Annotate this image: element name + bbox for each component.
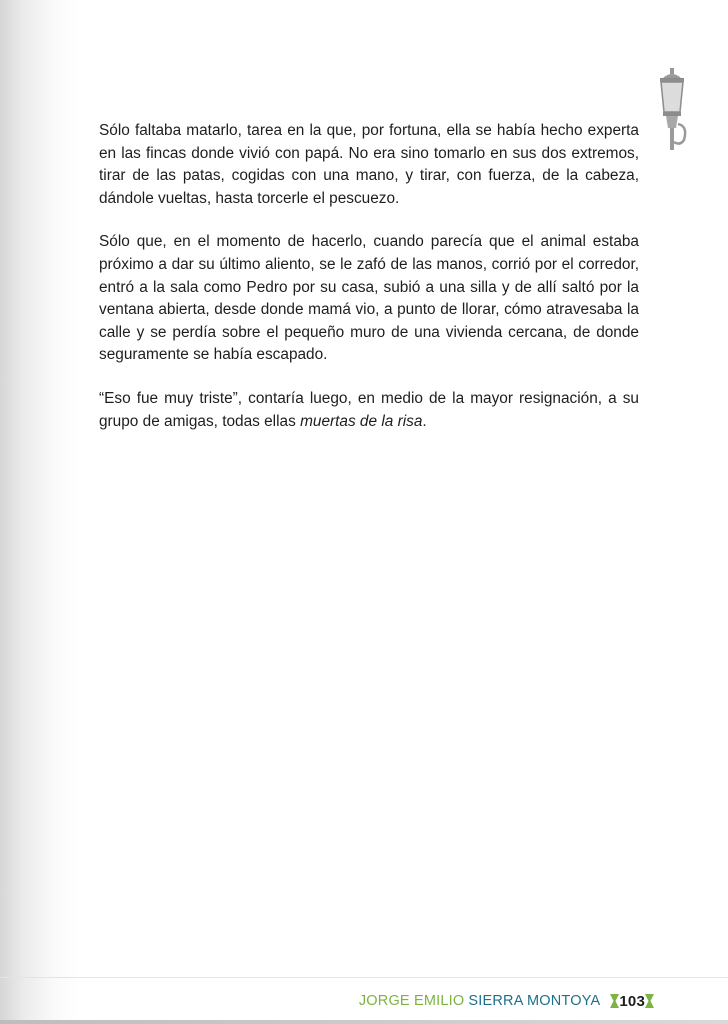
author-last-name: SIERRA MONTOYA	[468, 993, 601, 1009]
x-mark-icon	[610, 994, 619, 1008]
closing-paragraph-text: “Eso fue muy triste”, contaría luego, en medio de la mayor resignación, a su grupo de amigas, todas ellas	[99, 389, 639, 430]
page-number: 103	[619, 992, 645, 1010]
street-lamp-icon	[654, 68, 690, 150]
bottom-edge	[0, 1020, 728, 1024]
x-mark-icon	[645, 994, 654, 1008]
paragraph: Sólo faltaba matarlo, tarea en la que, por fortuna, ella se había hecho experta en las fincas donde vivió con papá. No era sino tomarlo en sus dos extremos, tirar de las patas, cogidas con una mano, y tirar, con fuerza, de la cabeza, dándole vueltas, hasta torcerle el pescuezo.	[99, 122, 639, 207]
page-footer	[359, 990, 654, 1012]
body-text	[99, 120, 639, 454]
italic-phrase: muertas de la risa	[300, 412, 423, 430]
page-number-block	[610, 993, 654, 1010]
paragraph: Sólo que, en el momento de hacerlo, cuando parecía que el animal estaba próximo a dar su último aliento, se le zafó de las manos, corrió por el corredor, entró a la sala como Pedro por su casa, subió a una silla y de allí saltó por la ventana abierta, desde donde mamá vio, a punto de llorar, cómo atravesaba la calle y se perdía sobre el pequeño muro de una vivienda cercana, de donde seguramente se había escapado.	[99, 233, 639, 364]
closing-paragraph	[99, 388, 639, 433]
author-first-name: JORGE EMILIO	[358, 993, 465, 1009]
closing-paragraph-end: .	[422, 412, 427, 430]
footer-divider	[0, 977, 728, 978]
